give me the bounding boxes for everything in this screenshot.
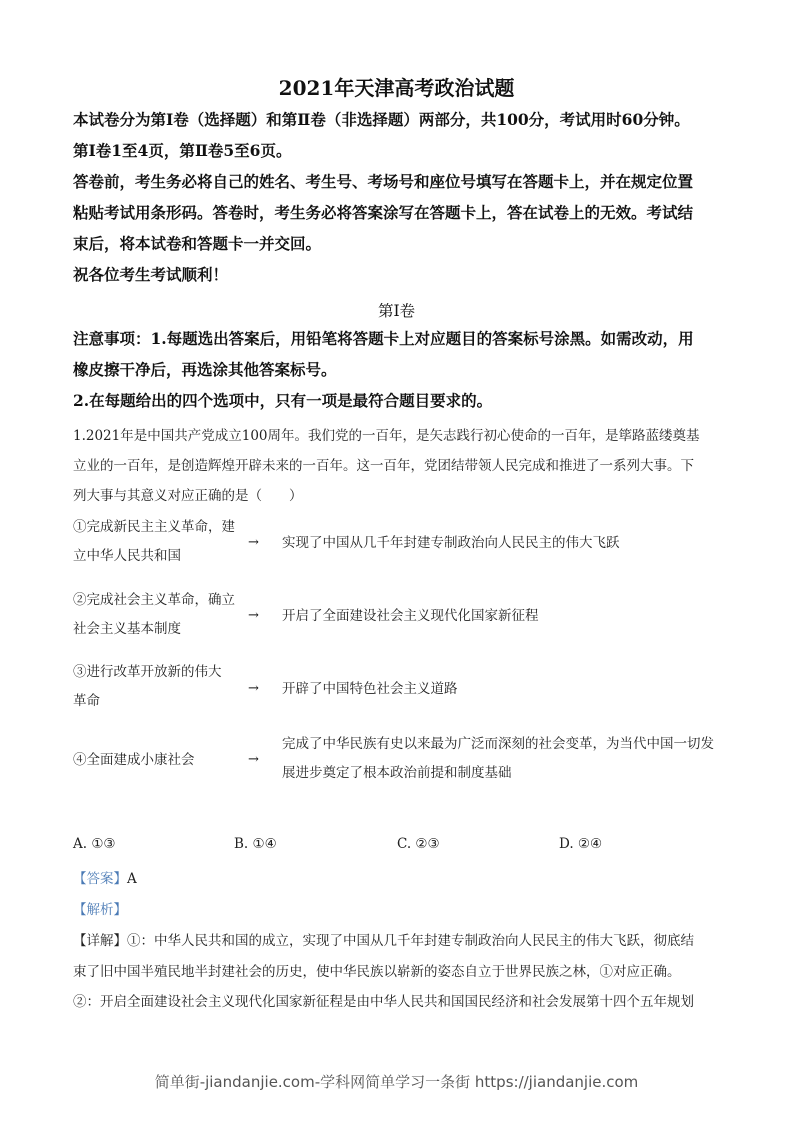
notes-line: 2.在每题给出的四个选项中，只有一项是最符合题目要求的。 xyxy=(73,391,493,410)
table-row-4-event: ④全面建成小康社会 xyxy=(73,752,195,768)
notes-line: 注意事项：1.每题选出答案后，用铅笔将答题卡上对应题目的答案标号涂黑。如需改动，用 xyxy=(73,329,694,348)
intro-line: 祝各位考生考试顺利！ xyxy=(73,265,229,284)
answer-value: A xyxy=(127,871,137,887)
table-row-3-meaning: 开辟了中国特色社会主义道路 xyxy=(282,681,458,697)
question-line: 列大事与其意义对应正确的是（ ） xyxy=(73,488,303,504)
option-a: A. ①③ xyxy=(73,836,116,852)
notes-line: 橡皮擦干净后，再选涂其他答案标号。 xyxy=(73,360,337,379)
page-footer: 简单街-jiandanjie.com-学科网简单学习一条街 https://jiandanjie.com xyxy=(154,1073,639,1091)
table-row-4-meaning: 完成了中华民族有史以来最为广泛而深刻的社会变革，为当代中国一切发 展进步奠定了根本政治前提和制度基础 xyxy=(282,736,714,781)
section-heading: 第Ⅰ卷 xyxy=(377,302,416,320)
arrow-icon: → xyxy=(248,752,259,767)
option-d: D. ②④ xyxy=(559,836,603,852)
intro-line: 答卷前，考生务必将自己的姓名、考生号、考场号和座位号填写在答题卡上，并在规定位置 xyxy=(73,172,694,191)
option-c: C. ②③ xyxy=(397,836,440,852)
detail-line: ②：开启全面建设社会主义现代化国家新征程是由中华人民共和国国民经济和社会发展第十四个五年规划 xyxy=(73,994,694,1010)
table-row-3-event: ③进行改革开放新的伟大 革命 xyxy=(73,664,222,709)
detail-line: 【详解】①：中华人民共和国的成立，实现了中国从几千年封建专制政治向人民民主的伟大飞跃，彻底结 xyxy=(73,933,694,949)
table-row-1-meaning: 实现了中国从几千年封建专制政治向人民民主的伟大飞跃 xyxy=(282,535,620,551)
table-row-2-event: ②完成社会主义革命，确立 社会主义基本制度 xyxy=(73,592,235,637)
page-title: 2021年天津高考政治试题 xyxy=(278,76,515,100)
arrow-icon: → xyxy=(248,535,259,550)
intro-line: 粘贴考试用条形码。答卷时，考生务必将答案涂写在答题卡上，答在试卷上的无效。考试结 xyxy=(73,203,694,222)
intro-line: 第Ⅰ卷1至4页，第Ⅱ卷5至6页。 xyxy=(73,141,292,160)
table-row-1-event: ①完成新民主主义革命，建 立中华人民共和国 xyxy=(73,519,235,564)
detail-line: 束了旧中国半殖民地半封建社会的历史，使中华民族以崭新的姿态自立于世界民族之林，①对应正确。 xyxy=(73,964,681,980)
question-line: 立业的一百年，是创造辉煌开辟未来的一百年。这一百年，党团结带领人民完成和推进了一系列大事。下 xyxy=(73,458,694,474)
table-row-2-meaning: 开启了全面建设社会主义现代化国家新征程 xyxy=(282,608,539,624)
answer-line xyxy=(73,867,137,887)
arrow-icon: → xyxy=(248,681,259,696)
intro-line: 本试卷分为第Ⅰ卷（选择题）和第Ⅱ卷（非选择题）两部分，共100分，考试用时60分钟。 xyxy=(73,110,690,129)
arrow-icon: → xyxy=(248,608,259,623)
answer-label: 【答案】 xyxy=(73,871,127,887)
question-line: 1.2021年是中国共产党成立100周年。我们党的一百年，是矢志践行初心使命的一百年，是筚路蓝缕奠基 xyxy=(73,428,700,444)
option-b: B. ①④ xyxy=(234,836,277,852)
intro-line: 束后，将本试卷和答题卡一并交回。 xyxy=(73,234,322,253)
analysis-label: 【解析】 xyxy=(73,902,127,918)
